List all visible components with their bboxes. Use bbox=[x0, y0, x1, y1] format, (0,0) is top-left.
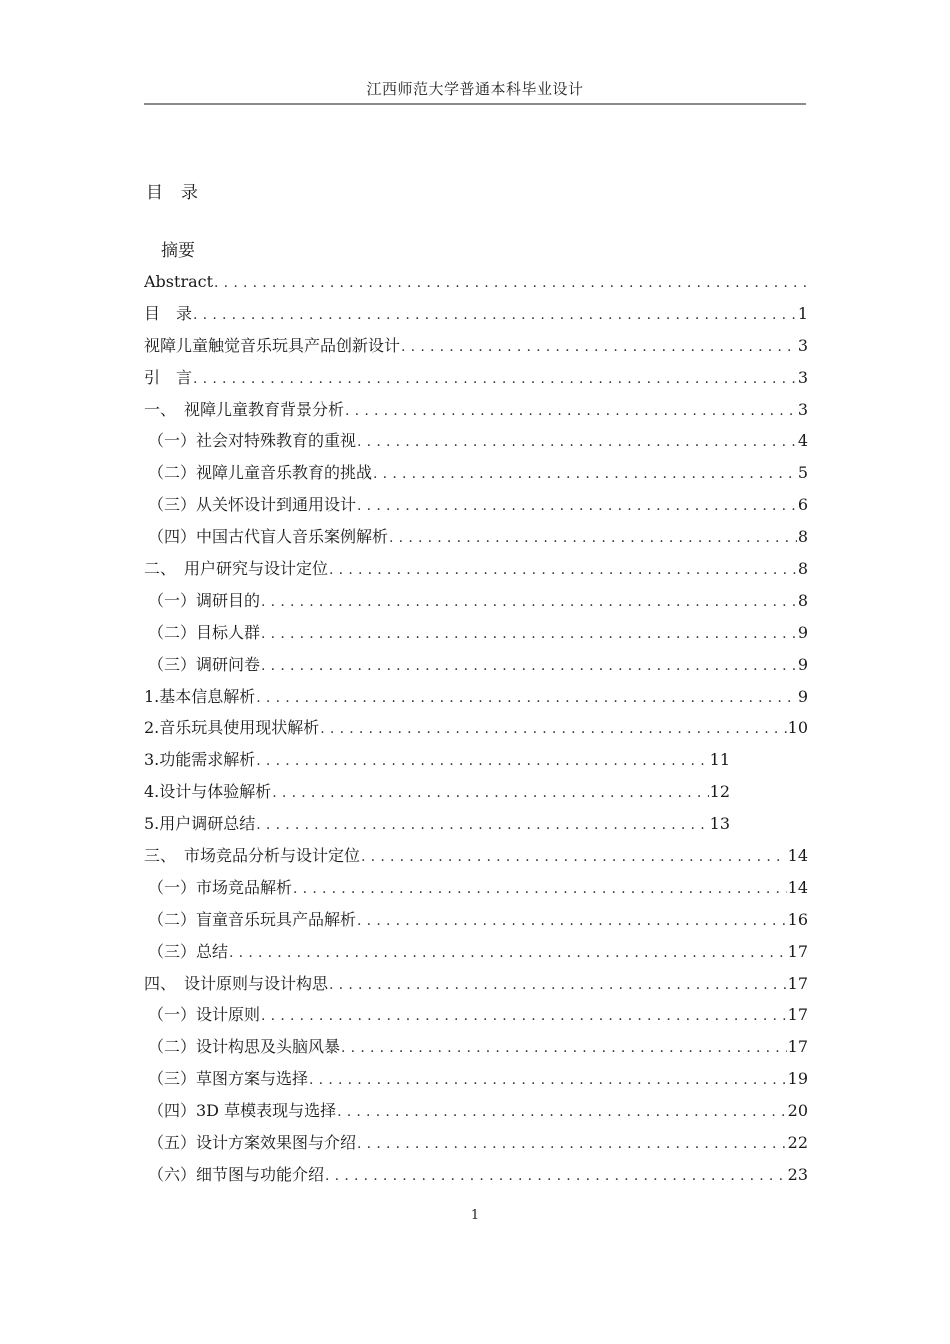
toc-title-part2: 录 bbox=[181, 183, 198, 203]
dot-leader bbox=[261, 619, 797, 649]
dot-leader bbox=[256, 746, 708, 776]
toc-entry-3-1[interactable] bbox=[144, 872, 808, 904]
dot-leader bbox=[261, 587, 797, 617]
toc-entry-4-6[interactable] bbox=[144, 1159, 808, 1191]
toc-entry-contents[interactable] bbox=[144, 298, 808, 330]
dot-leader bbox=[357, 906, 787, 936]
toc-entry-label: （三）从关怀设计到通用设计 bbox=[148, 495, 357, 515]
dot-leader bbox=[357, 427, 797, 457]
toc-entry-4-4[interactable] bbox=[144, 1095, 808, 1127]
toc-entry-1-1[interactable] bbox=[144, 425, 808, 457]
toc-entry-chapter-1[interactable] bbox=[144, 394, 808, 426]
toc-entry-page: 9 bbox=[797, 622, 808, 642]
dot-leader bbox=[193, 300, 797, 330]
toc-entry-label: 4.设计与体验解析 bbox=[144, 782, 272, 802]
toc-entry-3-2[interactable] bbox=[144, 904, 808, 936]
toc-entry-page: 8 bbox=[797, 559, 808, 579]
toc-entry-page: 12 bbox=[709, 782, 730, 802]
toc-entry-page: 3 bbox=[797, 399, 808, 419]
toc-entry-label: （一）市场竞品解析 bbox=[148, 877, 293, 897]
toc-entry-page: 9 bbox=[797, 686, 808, 706]
toc-entry-2-3-2[interactable] bbox=[144, 712, 808, 744]
dot-leader bbox=[357, 1129, 787, 1159]
toc-entry-label: 三、 市场竞品分析与设计定位 bbox=[144, 846, 361, 866]
toc-entry-page: 17 bbox=[787, 1005, 808, 1025]
toc-entry-label: 2.音乐玩具使用现状解析 bbox=[144, 718, 320, 738]
toc-entry-2-3[interactable] bbox=[144, 649, 808, 681]
toc-entry-label: 二、 用户研究与设计定位 bbox=[144, 559, 329, 579]
dot-leader bbox=[361, 842, 787, 872]
dot-leader bbox=[345, 396, 797, 426]
header-rule bbox=[144, 103, 806, 105]
toc-abstract-cn: 摘要 bbox=[161, 241, 195, 261]
toc-entry-intro[interactable] bbox=[144, 362, 808, 394]
toc-entry-4-3[interactable] bbox=[144, 1063, 808, 1095]
toc-entry-label: （四）3D 草模表现与选择 bbox=[148, 1101, 337, 1121]
toc-entry-label: （一）调研目的 bbox=[148, 590, 261, 610]
toc-entry-page: 11 bbox=[709, 750, 730, 770]
toc-entry-2-3-3[interactable] bbox=[144, 744, 730, 776]
dot-leader bbox=[214, 268, 807, 298]
toc-entry-1-3[interactable] bbox=[144, 489, 808, 521]
toc-entry-page: 17 bbox=[787, 973, 808, 993]
toc-entry-label: 目 录 bbox=[144, 303, 193, 323]
toc-entry-label: （二）视障儿童音乐教育的挑战 bbox=[148, 463, 373, 483]
toc-entry-4-2[interactable] bbox=[144, 1031, 808, 1063]
toc-list bbox=[144, 266, 808, 1191]
toc-entry-page: 1 bbox=[797, 303, 808, 323]
toc-entry-label: 1.基本信息解析 bbox=[144, 686, 256, 706]
page-header: 江西师范大学普通本科毕业设计 bbox=[366, 80, 584, 98]
toc-entry-label: （三）草图方案与选择 bbox=[148, 1069, 309, 1089]
toc-entry-label: （一）社会对特殊教育的重视 bbox=[148, 431, 357, 451]
toc-entry-label: 四、 设计原则与设计构思 bbox=[144, 973, 329, 993]
dot-leader bbox=[309, 1065, 787, 1095]
dot-leader bbox=[261, 1001, 787, 1031]
toc-entry-label: 5.用户调研总结 bbox=[144, 814, 256, 834]
toc-entry-2-3-4[interactable] bbox=[144, 776, 730, 808]
toc-entry-page: 8 bbox=[797, 590, 808, 610]
toc-entry-label: （三）总结 bbox=[148, 941, 229, 961]
toc-entry-3-3[interactable] bbox=[144, 936, 808, 968]
toc-entry-label: 引 言 bbox=[144, 367, 193, 387]
toc-entry-page: 8 bbox=[797, 527, 808, 547]
toc-entry-2-3-5[interactable] bbox=[144, 808, 730, 840]
toc-entry-title[interactable] bbox=[144, 330, 808, 362]
toc-entry-page: 23 bbox=[787, 1164, 808, 1184]
dot-leader bbox=[193, 364, 797, 394]
toc-entry-page: 17 bbox=[787, 1037, 808, 1057]
toc-entry-page: 4 bbox=[797, 431, 808, 451]
toc-entry-page: 19 bbox=[787, 1069, 808, 1089]
dot-leader bbox=[256, 810, 708, 840]
toc-entry-label: （一）设计原则 bbox=[148, 1005, 261, 1025]
toc-title-part1: 目 bbox=[146, 183, 163, 203]
toc-entry-page: 16 bbox=[787, 909, 808, 929]
toc-entry-chapter-3[interactable] bbox=[144, 840, 808, 872]
toc-entry-4-5[interactable] bbox=[144, 1127, 808, 1159]
toc-entry-1-4[interactable] bbox=[144, 521, 808, 553]
toc-entry-label: （四）中国古代盲人音乐案例解析 bbox=[148, 527, 389, 547]
dot-leader bbox=[261, 651, 797, 681]
toc-entry-page: 5 bbox=[797, 463, 808, 483]
dot-leader bbox=[401, 332, 797, 362]
toc-entry-1-2[interactable] bbox=[144, 457, 808, 489]
toc-entry-page: 14 bbox=[787, 846, 808, 866]
toc-entry-abstract[interactable] bbox=[144, 266, 808, 298]
toc-entry-label: （二）目标人群 bbox=[148, 622, 261, 642]
dot-leader bbox=[357, 491, 797, 521]
toc-entry-page: 3 bbox=[797, 367, 808, 387]
dot-leader bbox=[320, 714, 786, 744]
toc-entry-label: （三）调研问卷 bbox=[148, 654, 261, 674]
dot-leader bbox=[329, 970, 787, 1000]
toc-entry-2-1[interactable] bbox=[144, 585, 808, 617]
dot-leader bbox=[229, 938, 787, 968]
toc-entry-page: 6 bbox=[797, 495, 808, 515]
toc-entry-label: （二）盲童音乐玩具产品解析 bbox=[148, 909, 357, 929]
toc-entry-page: 14 bbox=[787, 877, 808, 897]
toc-entry-label: 一、 视障儿童教育背景分析 bbox=[144, 399, 345, 419]
dot-leader bbox=[256, 683, 797, 713]
toc-entry-chapter-4[interactable] bbox=[144, 968, 808, 1000]
dot-leader bbox=[337, 1097, 787, 1127]
toc-entry-label: （六）细节图与功能介绍 bbox=[148, 1164, 325, 1184]
toc-entry-chapter-2[interactable] bbox=[144, 553, 808, 585]
toc-entry-page: 10 bbox=[787, 718, 808, 738]
dot-leader bbox=[389, 523, 797, 553]
toc-entry-page: 17 bbox=[787, 941, 808, 961]
toc-entry-2-2[interactable] bbox=[144, 617, 808, 649]
toc-entry-label: （二）设计构思及头脑风暴 bbox=[148, 1037, 341, 1057]
toc-entry-label: 视障儿童触觉音乐玩具产品创新设计 bbox=[144, 335, 401, 355]
toc-entry-4-1[interactable] bbox=[144, 999, 808, 1031]
dot-leader bbox=[373, 459, 797, 489]
toc-entry-2-3-1[interactable] bbox=[144, 681, 808, 713]
toc-entry-page: 9 bbox=[797, 654, 808, 674]
toc-entry-page: 3 bbox=[797, 335, 808, 355]
toc-title bbox=[146, 178, 198, 203]
toc-entry-page: 13 bbox=[709, 814, 730, 834]
toc-entry-page: 20 bbox=[787, 1101, 808, 1121]
dot-leader bbox=[329, 555, 797, 585]
toc-entry-page: 22 bbox=[787, 1133, 808, 1153]
page-number: 1 bbox=[470, 1208, 480, 1223]
dot-leader bbox=[272, 778, 708, 808]
dot-leader bbox=[341, 1033, 787, 1063]
dot-leader bbox=[325, 1161, 787, 1191]
toc-entry-label: Abstract bbox=[144, 272, 214, 291]
dot-leader bbox=[293, 874, 787, 904]
toc-entry-label: （五）设计方案效果图与介绍 bbox=[148, 1133, 357, 1153]
toc-entry-label: 3.功能需求解析 bbox=[144, 750, 256, 770]
